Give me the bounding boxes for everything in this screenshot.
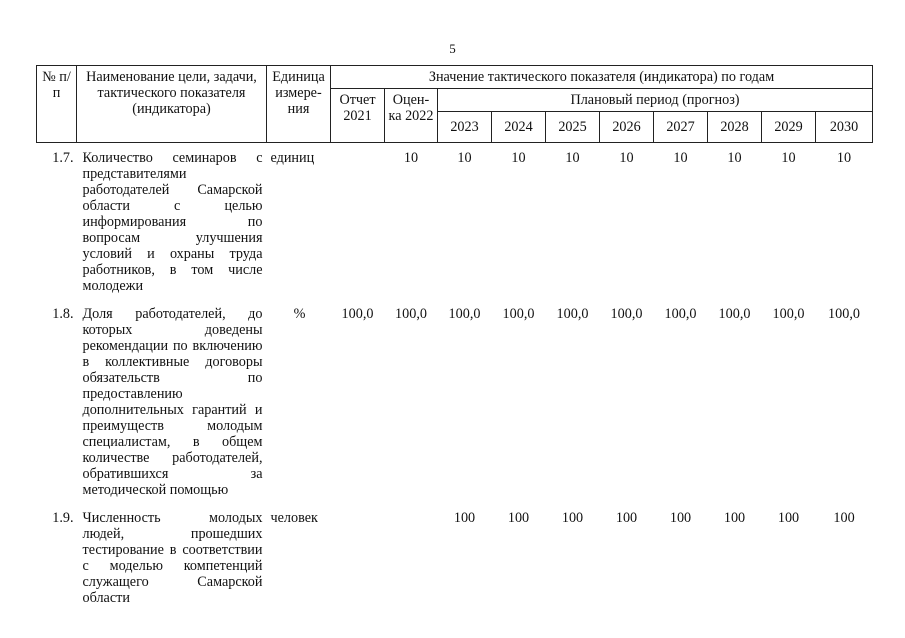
year-value: 100: [507, 510, 530, 526]
year-value: 10: [727, 150, 742, 166]
header-no: № п/п: [37, 66, 77, 143]
year-value: 100,0: [718, 306, 751, 322]
year-value: 100: [777, 510, 800, 526]
header-year: 2024: [492, 112, 546, 143]
indicator-name: Доля работодателей, до которых доведены рекомендации по включению в коллективные договоры обязательств по предоставлению дополнительных гарантий и преимуществ молодым специалистам, в общем количестве работодателей, обратившихся за методической помощью: [82, 306, 263, 498]
year-value: 100: [723, 510, 746, 526]
year-value: 100,0: [828, 306, 860, 322]
year-value: 10: [565, 150, 580, 166]
header-estimate: Оцен-ка 2022: [385, 89, 438, 143]
header-year: 2028: [708, 112, 762, 143]
estimate-value: [385, 510, 438, 618]
unit-cell: человек: [270, 510, 318, 526]
header-year: 2030: [816, 112, 873, 143]
table-row: [37, 306, 873, 510]
indicator-name: Количество семинаров с представителями работодателей Самарской области с целью информирования по вопросам улучшения условий и охраны труда работников, в том числе молодежи: [82, 150, 263, 294]
year-value: 100,0: [610, 306, 643, 322]
indicators-table: [36, 65, 873, 618]
header-plan-title: Плановый период (прогноз): [438, 89, 873, 112]
unit-cell: %: [293, 306, 306, 322]
row-number: 1.8.: [52, 306, 74, 322]
table-header: [37, 66, 873, 143]
unit-cell: единиц: [270, 150, 315, 166]
year-value: 100,0: [502, 306, 535, 322]
estimate-value: 10: [403, 150, 419, 166]
year-value: 100: [669, 510, 692, 526]
header-year: 2026: [600, 112, 654, 143]
year-value: 10: [619, 150, 634, 166]
year-value: 100: [453, 510, 476, 526]
table-row: [37, 510, 873, 618]
year-value: 10: [781, 150, 796, 166]
year-value: 10: [673, 150, 688, 166]
estimate-value: 100,0: [395, 306, 427, 322]
year-value: 10: [457, 150, 472, 166]
header-name: Наименование цели, задачи, тактического показателя (индикатора): [77, 66, 267, 143]
year-value: 10: [836, 150, 852, 166]
indicator-name: Численность молодых людей, прошедших тестирование в соответствии с моделью компетенций служащего Самарской области: [82, 510, 263, 606]
page-number: 5: [449, 41, 456, 56]
header-report: Отчет 2021: [331, 89, 385, 143]
year-value: 100,0: [556, 306, 589, 322]
row-number: 1.9.: [52, 510, 74, 526]
table-row: [37, 143, 873, 307]
header-year: 2029: [762, 112, 816, 143]
year-value: 10: [511, 150, 526, 166]
report-value: [331, 510, 385, 618]
header-year: 2027: [654, 112, 708, 143]
header-values-title: Значение тактического показателя (индикатора) по годам: [331, 66, 873, 89]
year-value: 100,0: [448, 306, 481, 322]
header-year: 2023: [438, 112, 492, 143]
header-year: 2025: [546, 112, 600, 143]
year-value: 100: [561, 510, 584, 526]
row-number: 1.7.: [52, 150, 74, 166]
report-value: [331, 143, 385, 307]
header-unit: Единица измере-ния: [267, 66, 331, 143]
year-value: 100,0: [772, 306, 805, 322]
year-value: 100: [833, 510, 855, 526]
year-value: 100: [615, 510, 638, 526]
year-value: 100,0: [664, 306, 697, 322]
report-value: 100,0: [341, 306, 374, 322]
